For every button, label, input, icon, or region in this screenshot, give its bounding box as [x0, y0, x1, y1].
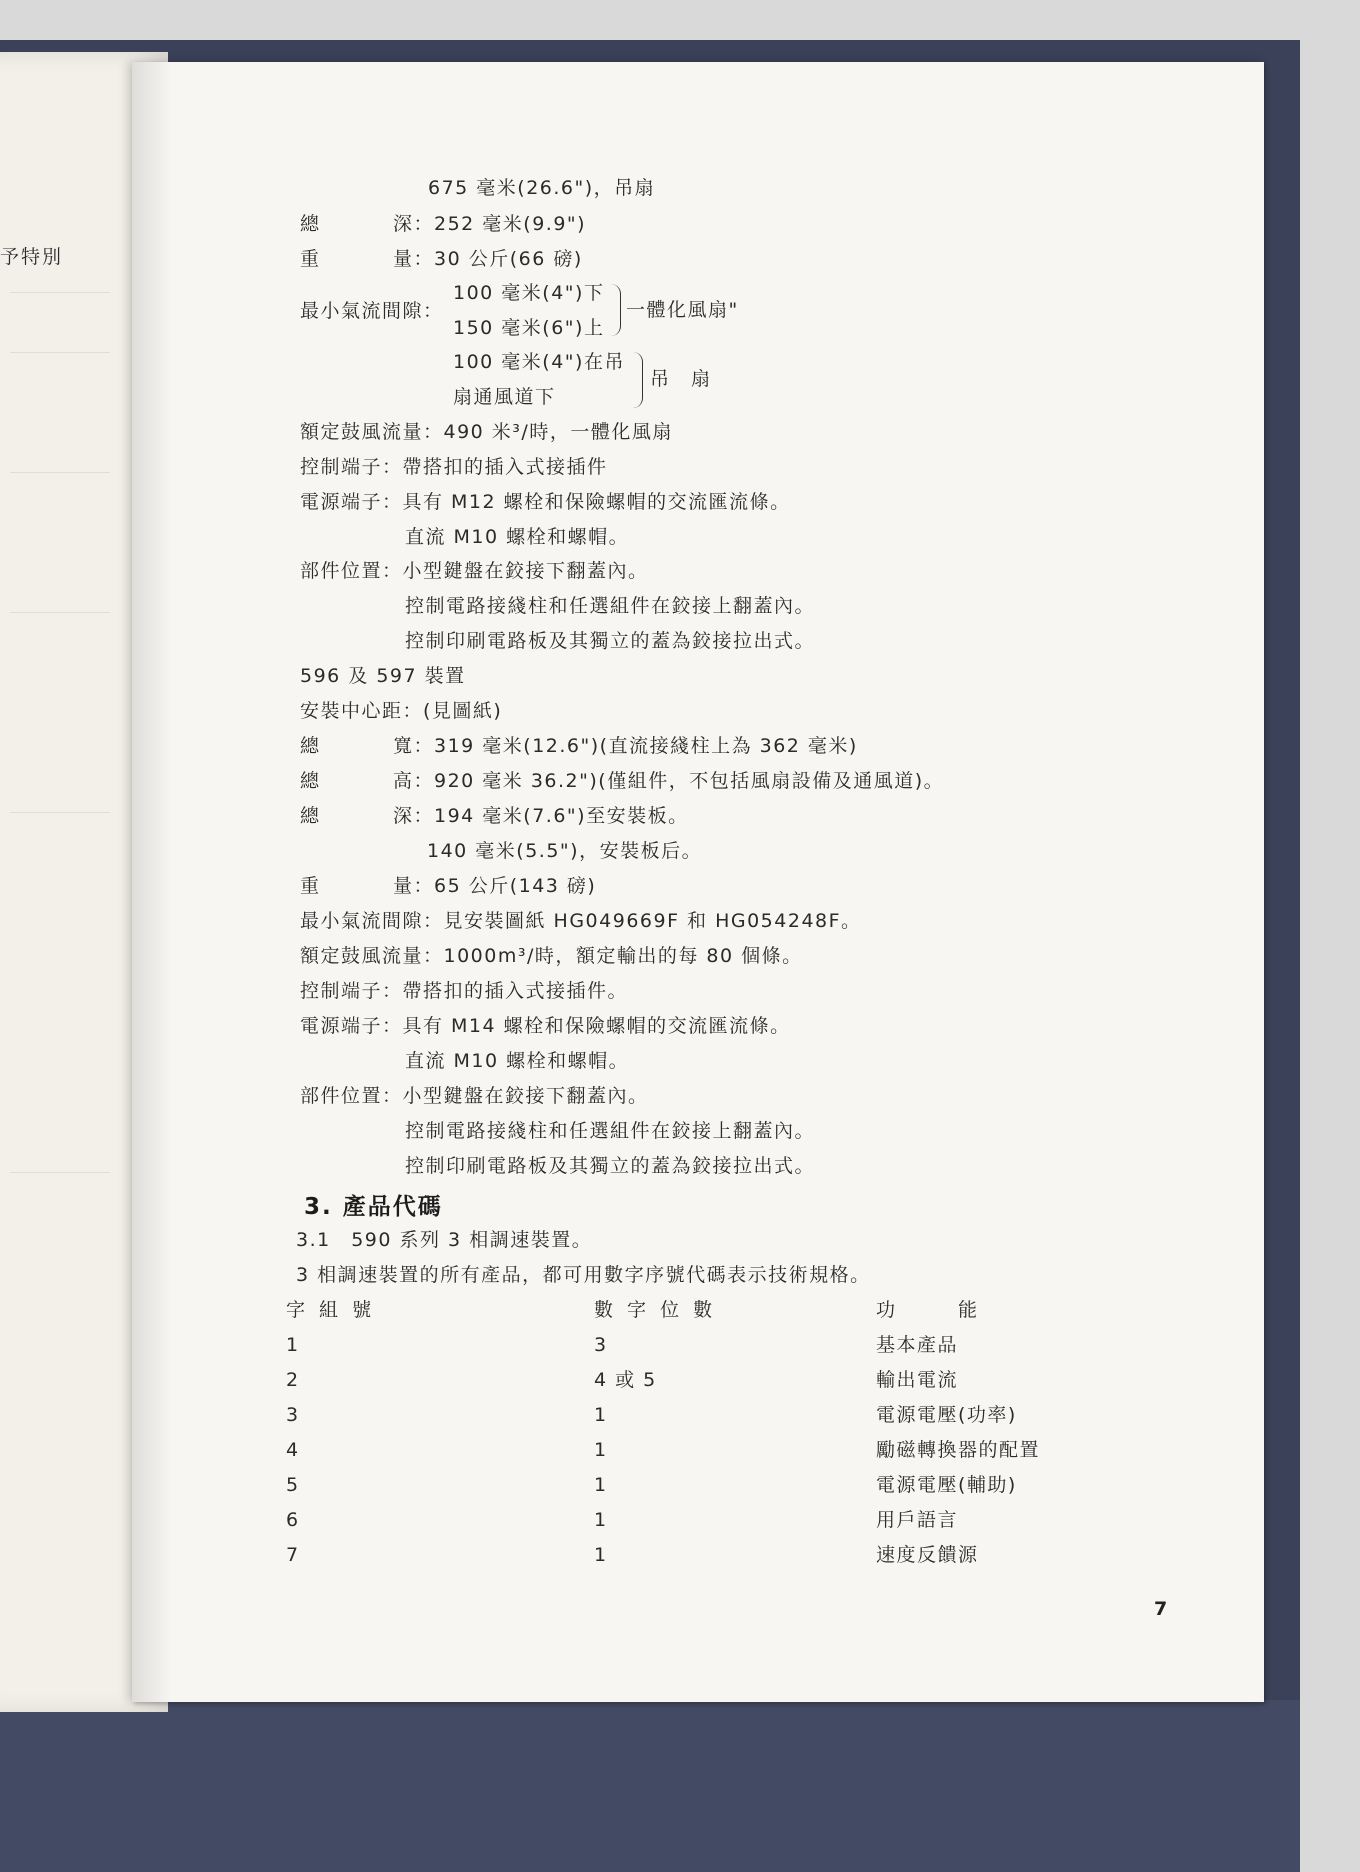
text-line: 電源端子：具有 M14 螺栓和保險螺帽的交流匯流條。 — [300, 1015, 791, 1037]
table-cell: 2 — [286, 1369, 300, 1391]
label-zong: 總 — [300, 213, 321, 235]
text-line: 控制端子：帶搭扣的插入式接插件。 — [300, 980, 629, 1002]
table-cell: 3 — [286, 1404, 300, 1426]
table-header-digits: 數 字 位 數 — [594, 1299, 717, 1321]
text-line: 100 毫米(4")下 — [453, 282, 605, 304]
brace — [610, 284, 621, 336]
bleed-through-line — [10, 812, 110, 813]
label-zong: 總 — [300, 735, 321, 757]
text-line: 寬：319 毫米(12.6")(直流接綫柱上為 362 毫米) — [393, 735, 858, 757]
table-cell: 速度反饋源 — [876, 1544, 979, 1566]
table-header-function: 功 能 — [876, 1299, 979, 1321]
text-line: 電源端子：具有 M12 螺栓和保險螺帽的交流匯流條。 — [300, 491, 791, 513]
table-cell: 3 — [594, 1334, 608, 1356]
text-line: 控制電路接綫柱和任選組件在鉸接上翻蓋內。 — [405, 1120, 816, 1142]
bleed-through-line — [10, 472, 110, 473]
table-cell: 用戶語言 — [876, 1509, 959, 1531]
document-page — [132, 62, 1264, 1702]
bleed-through-line — [10, 292, 110, 293]
label-zhong: 重 — [300, 248, 321, 270]
table-cell: 1 — [594, 1439, 608, 1461]
text-line: 596 及 597 裝置 — [300, 665, 466, 687]
text-line: 控制端子：帶搭扣的插入式接插件 — [300, 456, 608, 478]
text-line: 部件位置：小型鍵盤在鉸接下翻蓋內。 — [300, 560, 649, 582]
table-cell: 1 — [594, 1474, 608, 1496]
table-cell: 5 — [286, 1474, 300, 1496]
text-line: 控制印刷電路板及其獨立的蓋為鉸接拉出式。 — [405, 1155, 816, 1177]
text-line: 吊 扇 — [650, 368, 712, 390]
table-cell: 勵磁轉換器的配置 — [876, 1439, 1041, 1461]
page-number: 7 — [1154, 1598, 1168, 1620]
table-cell: 1 — [286, 1334, 300, 1356]
table-cell: 4 或 5 — [594, 1369, 657, 1391]
brace — [632, 352, 643, 408]
table-cell: 電源電壓(功率) — [876, 1404, 1017, 1426]
text-line: 直流 M10 螺栓和螺帽。 — [405, 1050, 630, 1072]
text-line: 量：30 公斤(66 磅) — [393, 248, 583, 270]
text-line: 控制電路接綫柱和任選組件在鉸接上翻蓋內。 — [405, 595, 816, 617]
label-zong: 總 — [300, 770, 321, 792]
text-line: 額定鼓風流量：490 米³/時，一體化風扇 — [300, 421, 673, 443]
label-zhong: 重 — [300, 875, 321, 897]
text-line: 675 毫米(26.6")，吊扇 — [428, 177, 656, 199]
text-line: 100 毫米(4")在吊 — [453, 351, 625, 373]
section-heading: 3. 產品代碼 — [304, 1194, 443, 1220]
text-line: 高：920 毫米 36.2")(僅組件，不包括風扇設備及通風道)。 — [393, 770, 945, 792]
book-cover-bottom — [0, 1700, 1300, 1872]
text-line: 3.1 590 系列 3 相調速裝置。 — [296, 1229, 593, 1251]
table-cell: 1 — [594, 1404, 608, 1426]
table-cell: 6 — [286, 1509, 300, 1531]
text-line: 深：194 毫米(7.6")至安裝板。 — [393, 805, 689, 827]
label-zong: 總 — [300, 805, 321, 827]
text-line: 最小氣流間隙：見安裝圖紙 HG049669F 和 HG054248F。 — [300, 910, 862, 932]
table-cell: 7 — [286, 1544, 300, 1566]
table-cell: 電源電壓(輔助) — [876, 1474, 1017, 1496]
text-line: 直流 M10 螺栓和螺帽。 — [405, 526, 630, 548]
table-cell: 1 — [594, 1544, 608, 1566]
text-line: 量：65 公斤(143 磅) — [393, 875, 597, 897]
bleed-through-line — [10, 612, 110, 613]
text-line: 深：252 毫米(9.9") — [393, 213, 587, 235]
table-header-group: 字 組 號 — [286, 1299, 376, 1321]
text-line: 140 毫米(5.5")，安裝板后。 — [427, 840, 703, 862]
text-line: 部件位置：小型鍵盤在鉸接下翻蓋內。 — [300, 1085, 649, 1107]
left-page-text-fragment: 予特別 — [0, 246, 64, 268]
text-line: 控制印刷電路板及其獨立的蓋為鉸接拉出式。 — [405, 630, 816, 652]
table-cell: 4 — [286, 1439, 300, 1461]
text-line: 一體化風扇" — [626, 299, 739, 321]
label-min-gap: 最小氣流間隙： — [300, 300, 444, 322]
bleed-through-line — [10, 352, 110, 353]
text-line: 150 毫米(6")上 — [453, 317, 605, 339]
table-cell: 輸出電流 — [876, 1369, 959, 1391]
bleed-through-line — [10, 1172, 110, 1173]
text-line: 扇通風道下 — [453, 386, 556, 408]
text-line: 3 相調速裝置的所有產品，都可用數字序號代碼表示技術規格。 — [296, 1264, 871, 1286]
text-line: 額定鼓風流量：1000m³/時，額定輸出的每 80 個條。 — [300, 945, 803, 967]
text-line: 安裝中心距：(見圖紙) — [300, 700, 503, 722]
table-cell: 1 — [594, 1509, 608, 1531]
table-cell: 基本產品 — [876, 1334, 959, 1356]
